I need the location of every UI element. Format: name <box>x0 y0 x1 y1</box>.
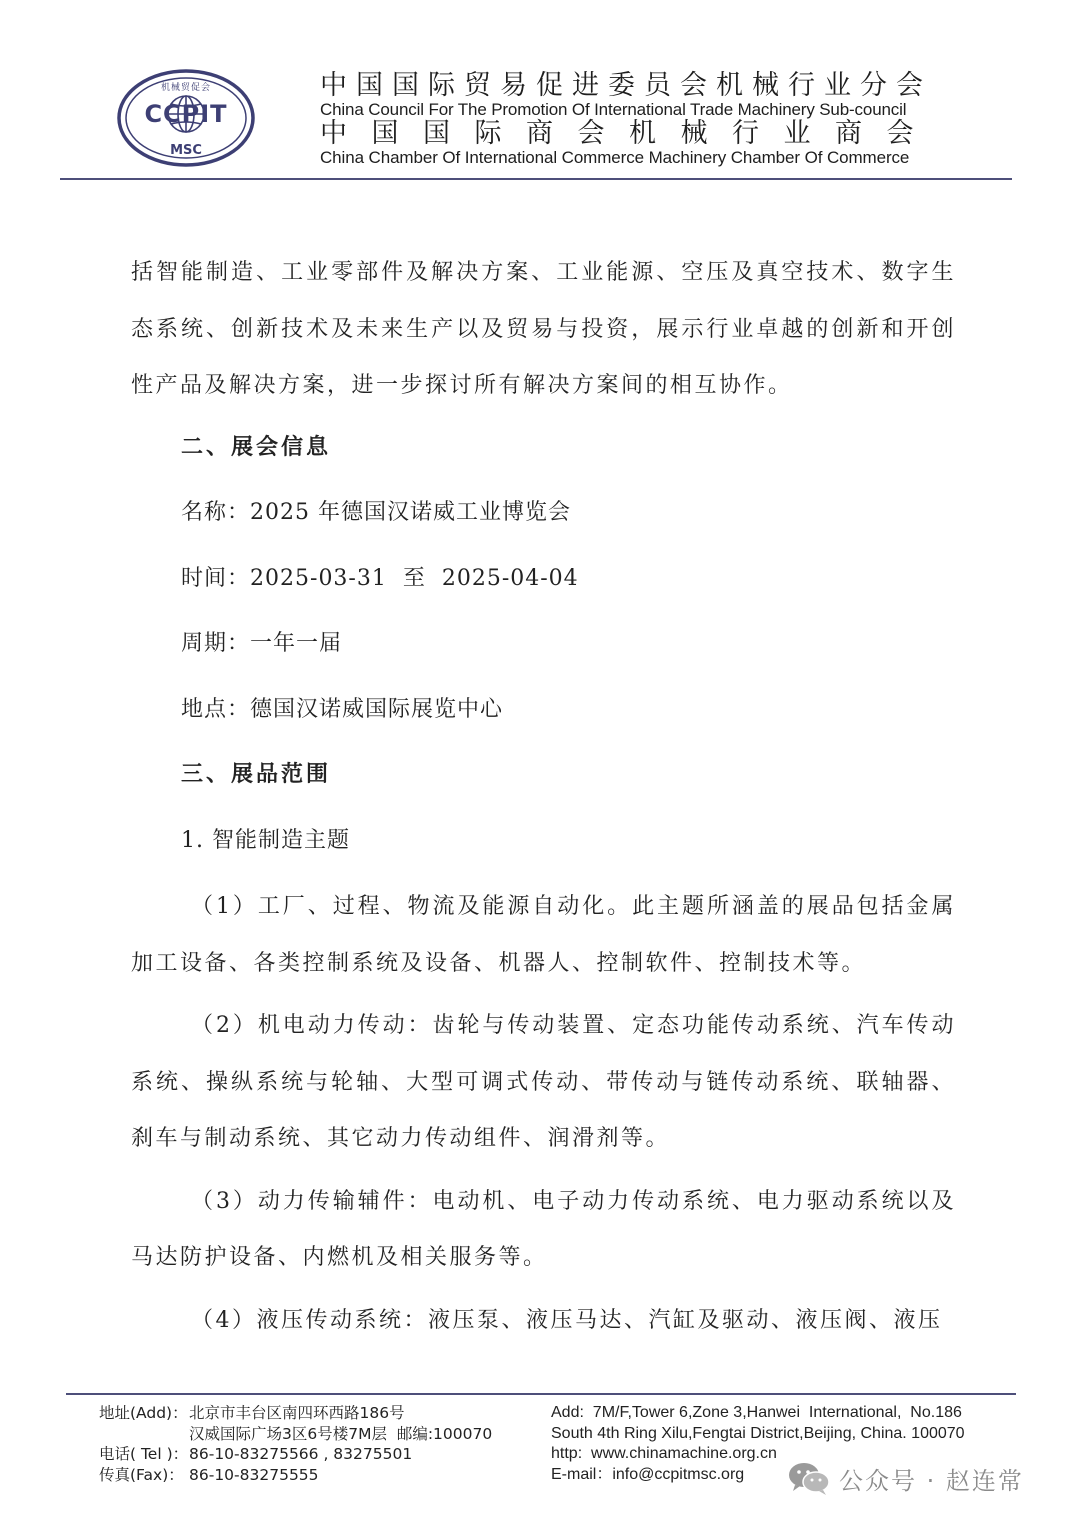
address-en-line-2: South 4th Ring Xilu,Fengtai District,Beijing, China. 100070 <box>551 1424 965 1442</box>
wechat-watermark <box>787 1458 1024 1498</box>
info-time-value: 2025-03-31 至 2025-04-04 <box>250 565 579 591</box>
info-time-label: 时间： <box>181 565 251 591</box>
watermark-text: 公众号 · 赵连常 <box>839 1466 1024 1495</box>
section-heading-exhibition-info: 二、展会信息 <box>181 434 332 460</box>
fax-label: 传真(Fax)： <box>99 1465 184 1484</box>
tel-label: 电话( Tel )： <box>99 1445 189 1463</box>
chamber-name-cn: 中国国际商会机械行业商会 <box>320 118 938 149</box>
info-name <box>131 480 956 546</box>
list-item: （3）动力传输辅件：电动机、电子动力传动系统、电力驱动系统以及马达防护设备、内燃机及相关服务等。 <box>131 1188 956 1270</box>
info-cycle <box>131 611 956 677</box>
list-item: （1）工厂、过程、物流及能源自动化。此主题所涵盖的展品包括金属加工设备、各类控制系统及设备、机器人、控制软件、控制技术等。 <box>131 894 956 976</box>
footer-contact-cn <box>99 1403 492 1485</box>
subsection-heading: 1. 智能制造主题 <box>181 827 350 853</box>
info-cycle-label: 周期： <box>181 631 251 656</box>
info-name-value: 2025 年德国汉诺威工业博览会 <box>250 500 571 525</box>
wechat-icon <box>787 1460 831 1496</box>
info-time <box>131 546 956 612</box>
list-item: （4）液压传动系统：液压泵、液压马达、汽缸及驱动、液压阀、液压 <box>191 1307 943 1333</box>
email-link[interactable]: E-mail：info@ccpitmsc.org <box>551 1465 745 1483</box>
address-en-line-1: Add: 7M/F,Tower 6,Zone 3,Hanwei International, No.186 <box>551 1404 962 1421</box>
section-heading-exhibit-scope: 三、展品范围 <box>181 762 332 787</box>
footer-divider <box>66 1393 1016 1395</box>
list-item: （2）机电动力传动：齿轮与传动装置、定态功能传动系统、汽车传动系统、操纵系统与轮轴、大型可调式传动、带传动与链传动系统、联轴器、刹车与制动系统、其它动力传动组件、润滑剂等。 <box>131 1013 956 1151</box>
address-label: 地址(Add)： <box>99 1404 188 1422</box>
tel-value: 86-10-83275566 , 83275501 <box>189 1445 413 1463</box>
info-venue-label: 地点： <box>181 696 251 722</box>
info-name-label: 名称： <box>181 500 251 525</box>
website-link[interactable]: http: www.chinamachine.org.cn <box>551 1445 777 1462</box>
chamber-name-en: China Chamber Of International Commerce Machinery Chamber Of Commerce <box>320 148 910 167</box>
org-name-cn: 中国国际贸易促进委员会机械行业分会 <box>320 70 932 101</box>
info-venue <box>131 677 956 743</box>
logo-main-text: CCPIT <box>144 100 228 128</box>
ccpit-msc-logo <box>116 68 256 168</box>
fax-value: 86-10-83275555 <box>189 1465 319 1484</box>
info-venue-value: 德国汉诺威国际展览中心 <box>250 696 504 722</box>
header-divider <box>60 178 1012 180</box>
logo-sub-text: MSC <box>170 143 202 158</box>
address-line-1: 北京市丰台区南四环西路186号 <box>189 1404 405 1422</box>
info-cycle-value: 一年一届 <box>250 631 343 656</box>
intro-paragraph: 括智能制造、工业零部件及解决方案、工业能源、空压及真空技术、数字生态系统、创新技术及未来生产以及贸易与投资，展示行业卓越的创新和开创性产品及解决方案，进一步探讨所有解决方案间的相互协作。 <box>131 260 956 398</box>
document-body <box>131 245 956 1349</box>
logo-top-text: 机械贸促会 <box>160 83 212 93</box>
address-line-2: 汉威国际广场3区6号楼7M层 邮编:100070 <box>189 1424 493 1443</box>
org-name-en: China Council For The Promotion Of International Trade Machinery Sub-council <box>320 100 907 119</box>
